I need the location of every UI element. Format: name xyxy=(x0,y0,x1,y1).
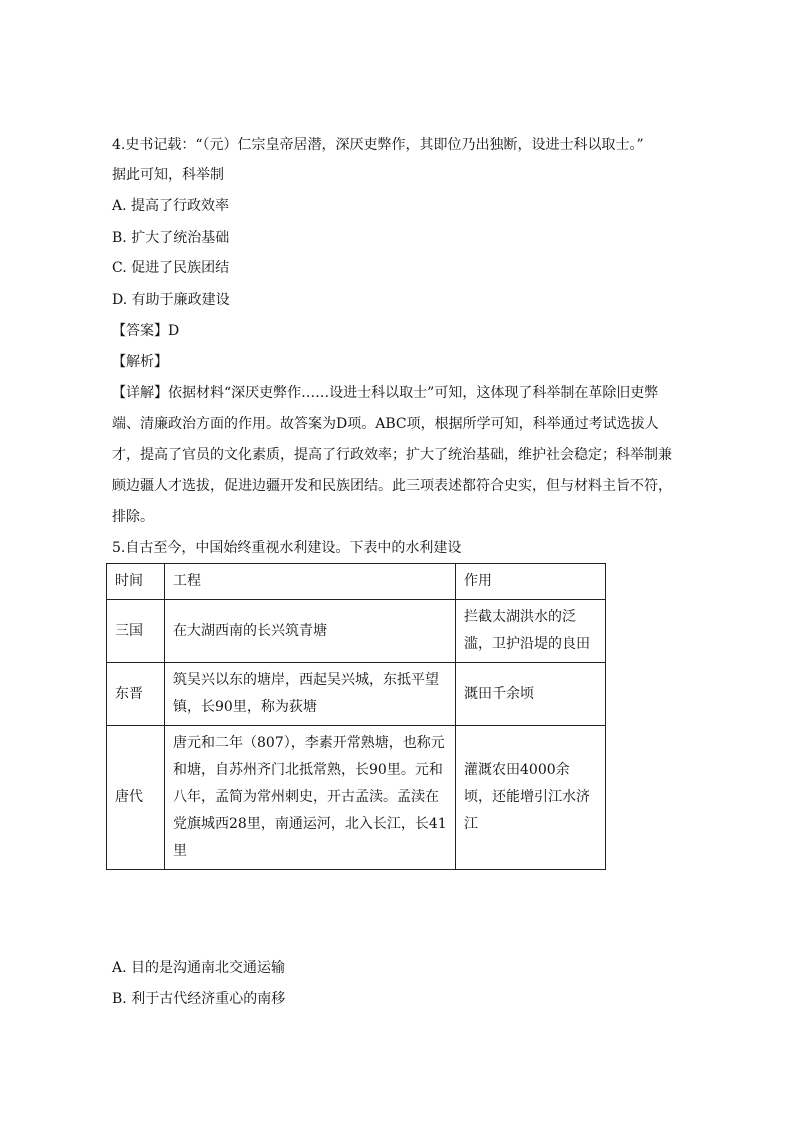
water-projects-table xyxy=(106,563,606,870)
header-effect: 作用 xyxy=(456,564,606,600)
q5-option-a: A. 目的是沟通南北交通运输 xyxy=(112,960,286,976)
q4-answer: 【答案】D xyxy=(112,323,180,339)
q4-option-d: D. 有助于廉政建设 xyxy=(112,292,230,308)
row-effect: 灌溉农田4000余顷，还能增引江水济江 xyxy=(456,726,606,870)
q5-option-b: B. 利于古代经济重心的南移 xyxy=(112,991,286,1007)
row-time: 唐代 xyxy=(107,726,165,870)
q4-option-a: A. 提高了行政效率 xyxy=(112,198,230,214)
q4-analysis-heading: 【解析】 xyxy=(112,354,168,370)
row-project: 唐元和二年（807），李素开常熟塘，也称元和塘，自苏州齐门北抵常熟，长90里。元和八年，孟简为常州刺史，开古孟渎。孟渎在党旗城西28里，南通运河，北入长江，长41里 xyxy=(165,726,456,870)
row-time: 三国 xyxy=(107,600,165,663)
q4-option-b: B. 扩大了统治基础 xyxy=(112,230,230,246)
row-effect: 拦截太湖洪水的泛滥，卫护沿堤的良田 xyxy=(456,600,606,663)
row-time: 东晋 xyxy=(107,663,165,726)
table-row xyxy=(107,600,606,663)
header-project: 工程 xyxy=(165,564,456,600)
table-row xyxy=(107,726,606,870)
q4-option-c: C. 促进了民族团结 xyxy=(112,260,230,276)
header-time: 时间 xyxy=(107,564,165,600)
q5-stem: 5.自古至今，中国始终重视水利建设。下表中的水利建设 xyxy=(112,540,462,556)
row-effect: 溉田千余顷 xyxy=(456,663,606,726)
q4-detail-paragraph: 【详解】依据材料“深厌吏弊作……设进士科以取士”可知，这体现了科举制在革除旧吏弊端、清廉政治方面的作用。故答案为D项。ABC项，根据所学可知，科举通过考试选拔人才，提高了官员的文化素质，提高了行政效率；扩大了统治基础，维护社会稳定；科举制兼顾边疆人才选拔，促进边疆开发和民族团结。此三项表述都符合史实，但与材料主旨不符，排除。 xyxy=(112,385,672,525)
q4-stem-line2: 据此可知，科举制 xyxy=(112,167,224,183)
row-project: 筑吴兴以东的塘岸，西起吴兴城，东抵平望镇，长90里，称为荻塘 xyxy=(165,663,456,726)
q4-stem-line1: 4.史书记载：“（元）仁宗皇帝居潜，深厌吏弊作，其即位乃出独断，设进士科以取士。” xyxy=(112,137,644,153)
table-row xyxy=(107,663,606,726)
table-header-row xyxy=(107,564,606,600)
row-project: 在大湖西南的长兴筑青塘 xyxy=(165,600,456,663)
